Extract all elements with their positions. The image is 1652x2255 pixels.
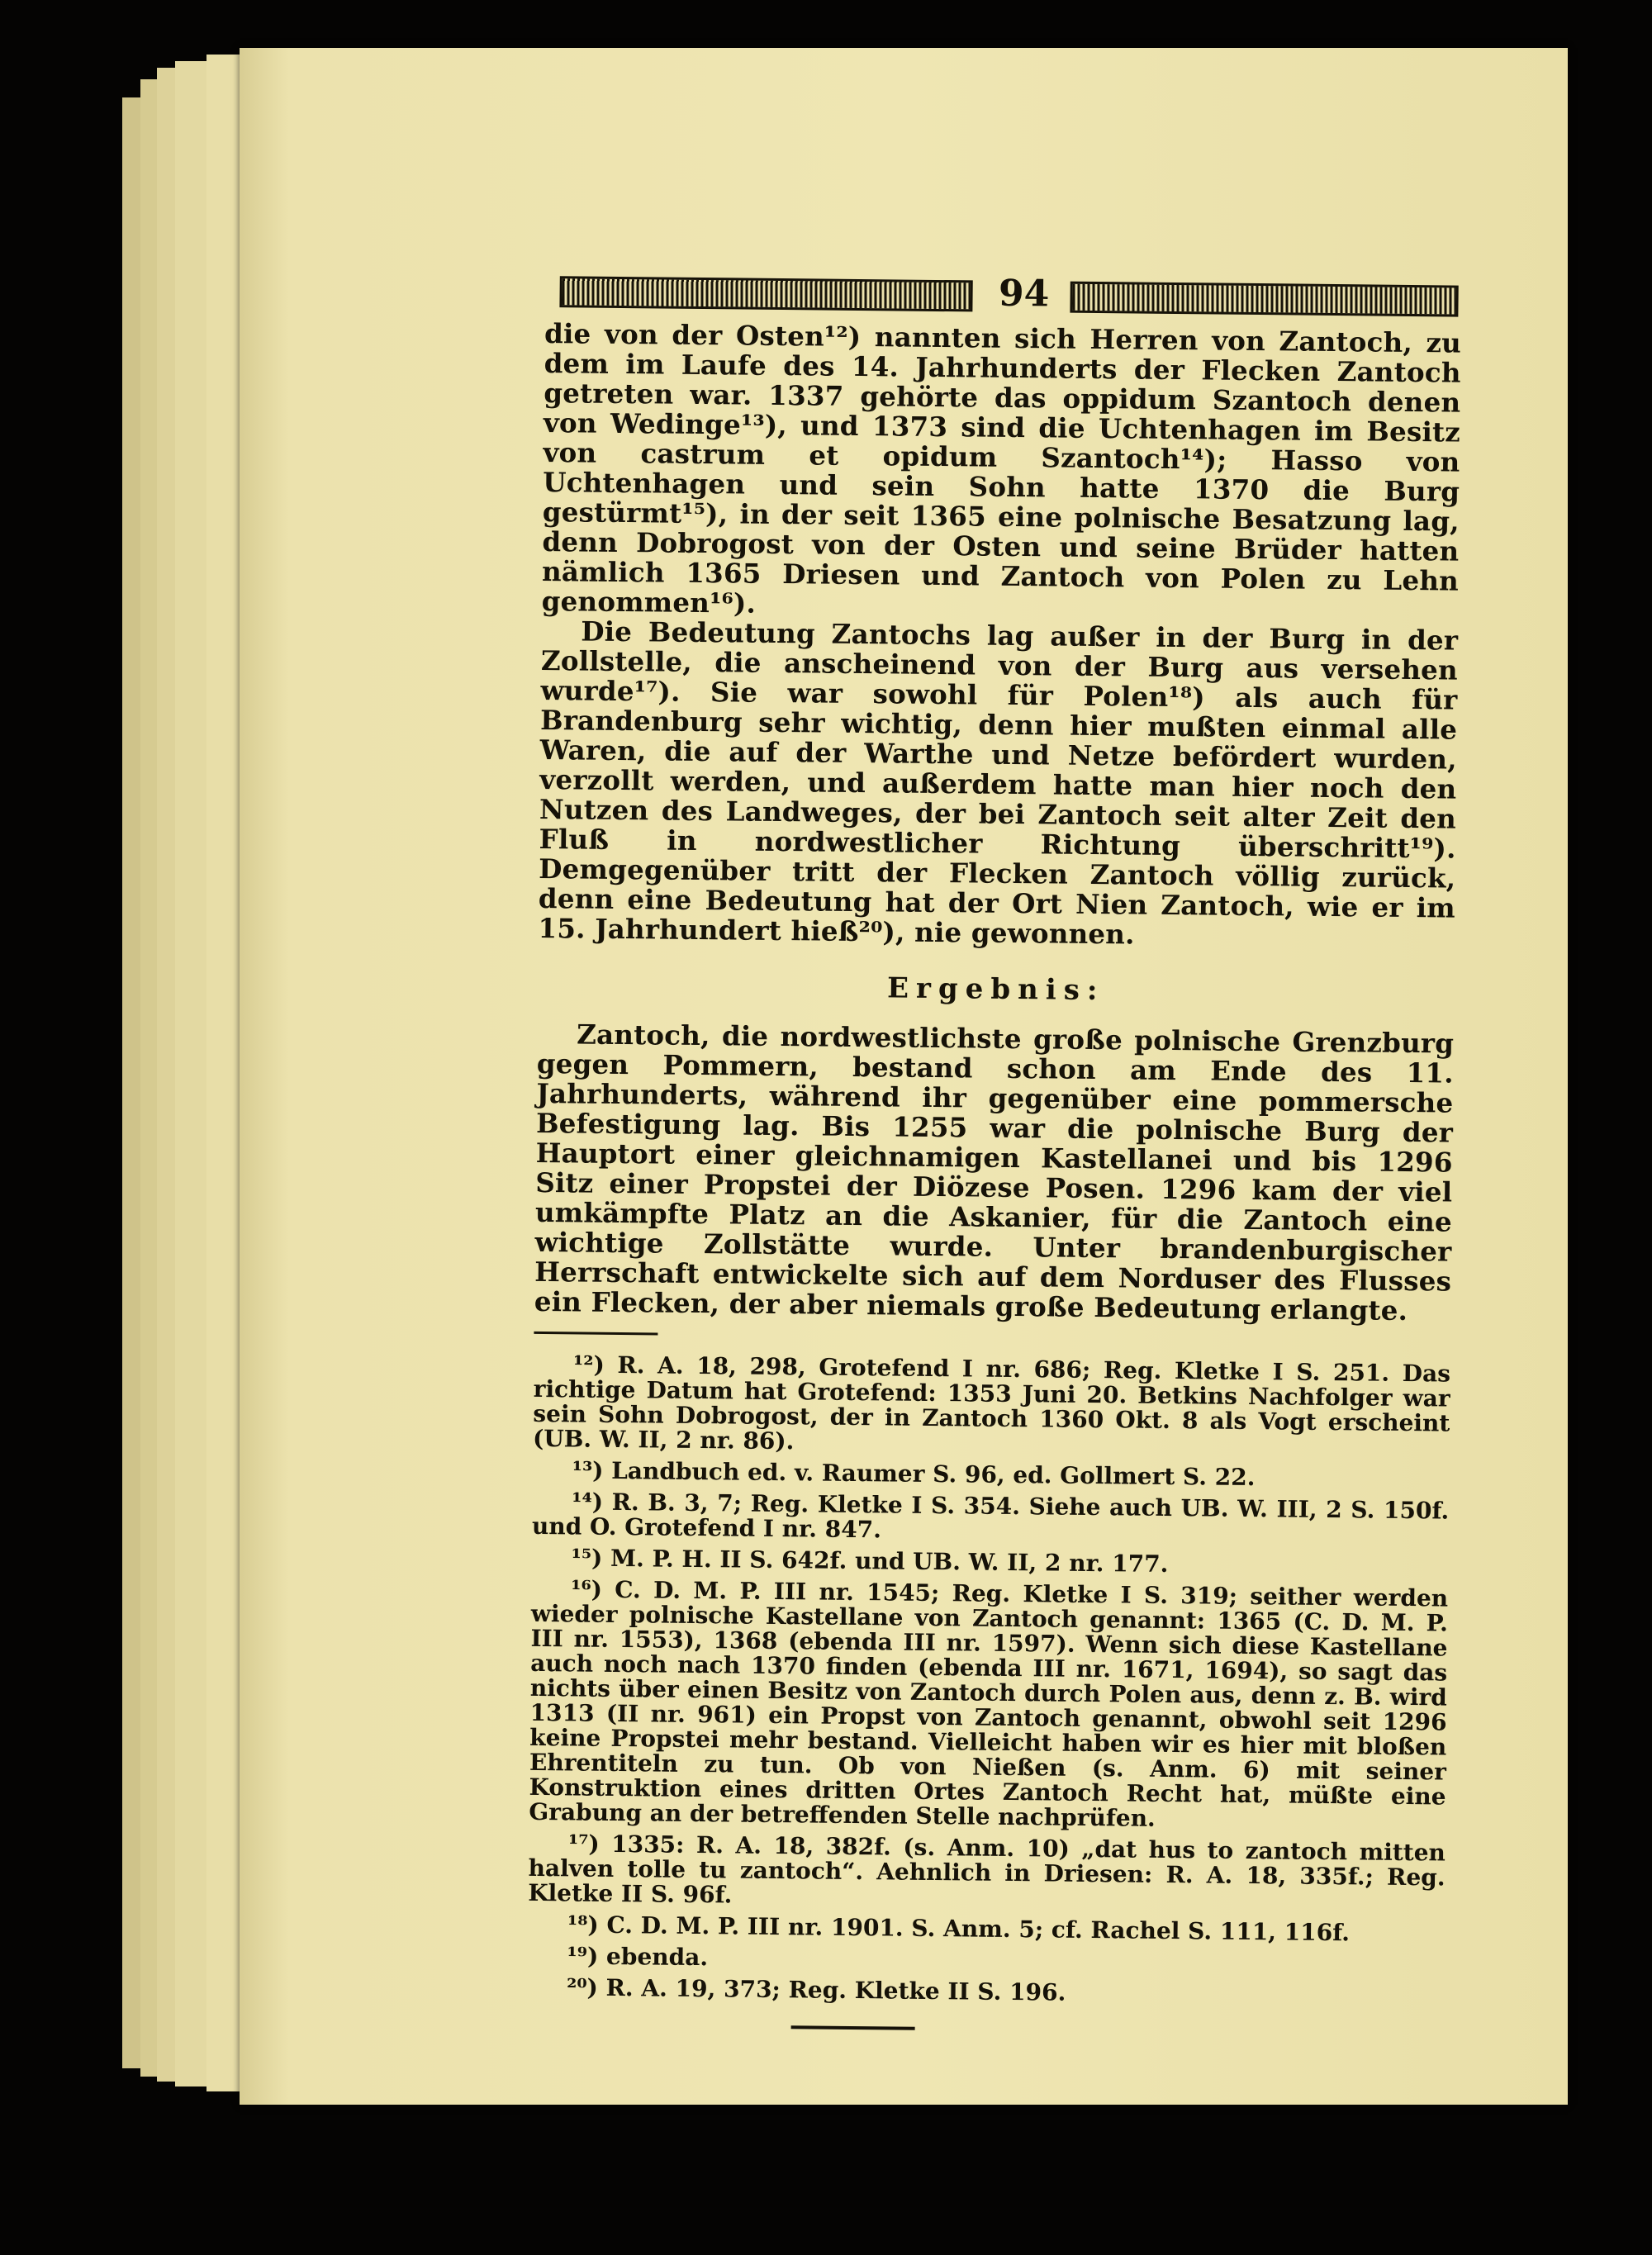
body-paragraph: die von der Osten¹²) nannten sich Herren von Zantoch, zu dem im Laufe des 14. Jahrhunderts der Flecken Zantoch getreten war. 1337 gehörte das oppidum Szantoch denen von Wedinge¹³), und 1373 sind die Uchtenhagen im Besitz von castrum et opidum Szantoch¹⁴); Hasso von Uchtenhagen und sein Sohn hatte 1370 die Burg gestürmt¹⁵), in der seit 1365 eine polnische Besatzung lag, denn Dobrogost von der Osten und seine Brüder hatten nämlich 1365 Driesen und Zantoch von Polen zu Lehn genommen¹⁶). <box>541 316 1462 620</box>
end-rule <box>791 2025 915 2030</box>
result-paragraph: Zantoch, die nordwestlichste große polnische Grenzburg gegen Pommern, bestand schon am Ende des 11. Jahrhunderts, während ihr gegenüber eine pommersche Befestigung lag. Bis 1255 war die polnische Burg der Hauptort einer gleichnamigen Kastellanei und bis 1296 Sitz einer Propstei der Diözese Posen. 1296 kam der viel umkämpfte Platz an die Askanier, für die Zantoch eine wichtige Zollstätte wurde. Unter brandenburgischer Herrschaft entwickelte sich auf dem Norduser des Flusses ein Flecken, der aber niemals große Bedeutung erlangte. <box>534 1018 1455 1327</box>
footnote: ¹⁷) 1335: R. A. 18, 382f. (s. Anm. 10) „dat hus to zantoch mitten halven tolle tu zantoch“. Aehnlich in Driesen: R. A. 18, 335f.; Reg. Kletke II S. 96f. <box>528 1830 1446 1909</box>
footnote-separator <box>534 1332 657 1336</box>
main-text <box>534 316 1462 1327</box>
ornament-bar-left <box>559 276 972 311</box>
book-page <box>240 48 1568 2105</box>
footnote: ¹²) R. A. 18, 298, Grotefend I nr. 686; Reg. Kletke I S. 251. Das richtige Datum hat Grotefend: 1353 Juni 20. Betkins Nachfolger war sein Sohn Dobrogost, der in Zantoch 1360 Okt. 8 als Vogt erscheint (UB. W. II, 2 nr. 86). <box>532 1351 1451 1455</box>
page-content <box>527 261 1462 2036</box>
footnote: ¹⁶) C. D. M. P. III nr. 1545; Reg. Kletke I S. 319; seither werden wieder polnische Kastellane von Zantoch genannt: 1365 (C. D. M. P. III nr. 1553), 1368 (ebenda III nr. 1597). Wenn sich diese Kastellane auch noch nach 1370 finden (ebenda III nr. 1671, 1694), so sagt das nichts über einen Besitz von Zantoch durch Polen aus, denn z. B. wird 1313 (II nr. 961) ein Propst von Zantoch genannt, obwohl seit 1296 keine Propstei mehr bestand. Vielleicht haben wir es hier mit bloßen Ehrentiteln zu tun. Ob von Nießen (s. Anm. 6) mit seiner Konstruktion eines dritten Ortes Zantoch Recht hat, müßte eine Grabung an der betreffenden Stelle nachprüfen. <box>529 1575 1449 1832</box>
footnotes <box>527 1352 1450 2010</box>
footnote: ¹³) Landbuch ed. v. Raumer S. 96, ed. Gollmert S. 22. <box>572 1456 1256 1492</box>
footnote: ¹⁸) C. D. M. P. III nr. 1901. S. Anm. 5; cf. Rachel S. 111, 116f. <box>567 1911 1351 1947</box>
page-header <box>544 261 1462 329</box>
section-heading: Ergebnis: <box>886 971 1105 1008</box>
footnote: ²⁰) R. A. 19, 373; Reg. Kletke II S. 196. <box>566 1973 1066 2006</box>
footnote: ¹⁹) ebenda. <box>567 1942 709 1972</box>
body-paragraph: Die Bedeutung Zantochs lag außer in der Burg in der Zollstelle, die anscheinend von der Burg aus versehen wurde¹⁷). Sie war sowohl für Polen¹⁸) als auch für Brandenburg sehr wichtig, denn hier mußten einmal alle Waren, die auf der Warthe und Netze befördert wurden, verzollt werden, und außerdem hatte man hier noch den Nutzen des Landweges, der bei Zantoch seit alter Zeit den Fluß in nordwestlicher Richtung überschritt¹⁹). Demgegenüber tritt der Flecken Zantoch völlig zurück, denn eine Bedeutung hat der Ort Nien Zantoch, wie er im 15. Jahrhundert hieß²⁰), nie gewonnen. <box>538 615 1459 951</box>
ornament-bar-right <box>1070 282 1458 317</box>
footnote: ¹⁴) R. B. 3, 7; Reg. Kletke I S. 354. Siehe auch UB. W. III, 2 S. 150f. und O. Grotefend I nr. 847. <box>531 1488 1450 1544</box>
page-number: 94 <box>998 272 1050 316</box>
footnote: ¹⁵) M. P. H. II S. 642f. und UB. W. II, 2 nr. 177. <box>571 1544 1169 1578</box>
